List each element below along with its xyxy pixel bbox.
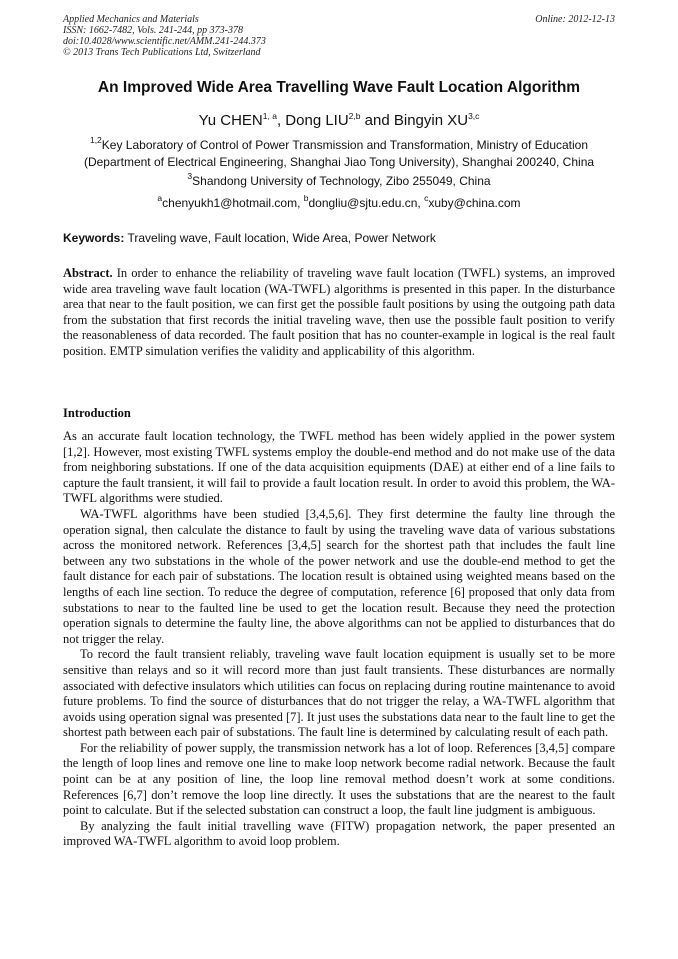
introduction-body bbox=[63, 429, 615, 850]
affiliation-mark: 1,2 bbox=[89, 135, 102, 145]
issn-line: ISSN: 1662-7482, Vols. 241-244, pp 373-378 bbox=[63, 25, 243, 36]
copyright-line: © 2013 Trans Tech Publications Ltd, Switzerland bbox=[63, 47, 261, 58]
body-paragraph: For the reliability of power supply, the transmission network has a lot of loop. References [3,4,5] compare the length of loop lines and remove one line to make loop network become radial network. Because the fault point can be at any position of line, the loop line removal method doesn’t work at some conditions. References [6,7] don’t remove the loop line directly. It uses the substations that are the nearest to the fault point to calculate. But if the selected substation can construct a loop, the fault line judgment is ambiguous. bbox=[63, 740, 615, 818]
body-paragraph: As an accurate fault location technology, the TWFL method has been widely applied in the power system [1,2]. However, most existing TWFL systems employ the double-end method and do not make use of the data from neighboring substations. If one of the data acquisition equipments (DAE) at either end of a line fails to capture the fault transient, it will fail to provide a fault location result. In order to avoid this problem, the WA-TWFL algorithms were studied. bbox=[63, 429, 615, 506]
journal-header bbox=[63, 14, 615, 58]
abstract-text: In order to enhance the reliability of traveling wave fault location (TWFL) systems, an improved wide area traveling wave fault location (WA-TWFL) algorithms is presented in this paper. In the disturbance area that near to the fault position, we can first get the possible fault positions by using the outgoing path data from the substation that first records the initial traveling wave, then use the possible fault position to verify the reasonableness of data recorded. The fault position that has no counter-example in logical is the real fault position. EMTP simulation verifies the validity and applicability of this algorithm. bbox=[63, 266, 615, 358]
body-paragraph: WA-TWFL algorithms have been studied [3,4,5,6]. They first determine the faulty line through the operation signal, then calculate the distance to fault by using the traveling wave data of various substations across the monitored network. References [3,4,5] search for the shortest path that includes the fault line between any two substations in the whole of the power network and use the double-end method to get the fault distance for each pair of substations. The location result is obtained using weighted means based on the lengths of each line section. To reduce the degree of computation, reference [6] proposed that only data from substations to near to the faulted line be used to get the location result. Because they need the protection operation signals to determine the faulty line, the above algorithms can not be applied to disturbances that do not trigger the relay. bbox=[63, 506, 615, 646]
affiliation-text: (Department of Electrical Engineering, Shanghai Jiao Tong University), Shanghai 200240, China bbox=[83, 155, 595, 169]
keywords bbox=[63, 231, 615, 245]
paper-title: An Improved Wide Area Travelling Wave Fault Location Algorithm bbox=[97, 79, 581, 96]
author-name: Yu CHEN bbox=[198, 112, 263, 129]
author-list bbox=[0, 112, 678, 129]
online-date: Online: 2012-12-13 bbox=[535, 14, 615, 25]
author-separator: , bbox=[276, 112, 286, 129]
email-line bbox=[0, 195, 678, 212]
author-affiliation-mark: 3,c bbox=[468, 111, 480, 121]
author-name: Dong LIU bbox=[285, 112, 349, 129]
author-separator: and bbox=[360, 112, 394, 129]
abstract-label: Abstract. bbox=[63, 266, 113, 280]
affiliation-text: Shandong University of Technology, Zibo 255049, China bbox=[192, 174, 491, 188]
affiliation-1 bbox=[0, 137, 678, 171]
author-affiliation-mark: 2,b bbox=[348, 111, 361, 121]
body-paragraph: To record the fault transient reliably, traveling wave fault location equipment is usually set to be more sensitive than relays and so it will record more than just fault transients. These disturbances are normally associated with defective insulators which utilities can focus on replacing during routine maintenance to avoid future problems. To find the source of disturbances that do not trigger the relay, a WA-TWFL algorithm that avoids using operation signal was presented [7]. It just uses the substations data near to the fault line to get the shortest path between each pair of substations. The fault line is determined by calculating result of each path. bbox=[63, 647, 615, 740]
abstract bbox=[63, 266, 615, 360]
email-mark: a bbox=[157, 193, 163, 203]
section-heading-introduction: Introduction bbox=[63, 406, 131, 420]
email-mark: c bbox=[424, 193, 429, 203]
keywords-text: Traveling wave, Fault location, Wide Area, Power Network bbox=[124, 231, 436, 245]
author-name: Bingyin XU bbox=[393, 112, 469, 129]
email-link[interactable]: xuby@china.com bbox=[428, 196, 521, 210]
affiliation-mark: 3 bbox=[187, 171, 193, 181]
affiliation-2 bbox=[0, 173, 678, 190]
keywords-label: Keywords: bbox=[63, 231, 125, 245]
author-affiliation-mark: 1, a bbox=[262, 111, 277, 121]
doi-line[interactable]: doi:10.4028/www.scientific.net/AMM.241-244.373 bbox=[63, 36, 266, 47]
email-mark: b bbox=[303, 193, 309, 203]
affiliation-text: Key Laboratory of Control of Power Transmission and Transformation, Ministry of Education bbox=[101, 138, 589, 152]
email-link[interactable]: dongliu@sjtu.edu.cn, bbox=[308, 196, 425, 210]
journal-name: Applied Mechanics and Materials bbox=[63, 14, 199, 25]
email-link[interactable]: chenyukh1@hotmail.com, bbox=[162, 196, 304, 210]
body-paragraph: By analyzing the fault initial travelling wave (FITW) propagation network, the paper presented an improved WA-TWFL algorithm to avoid loop problem. bbox=[63, 818, 615, 849]
